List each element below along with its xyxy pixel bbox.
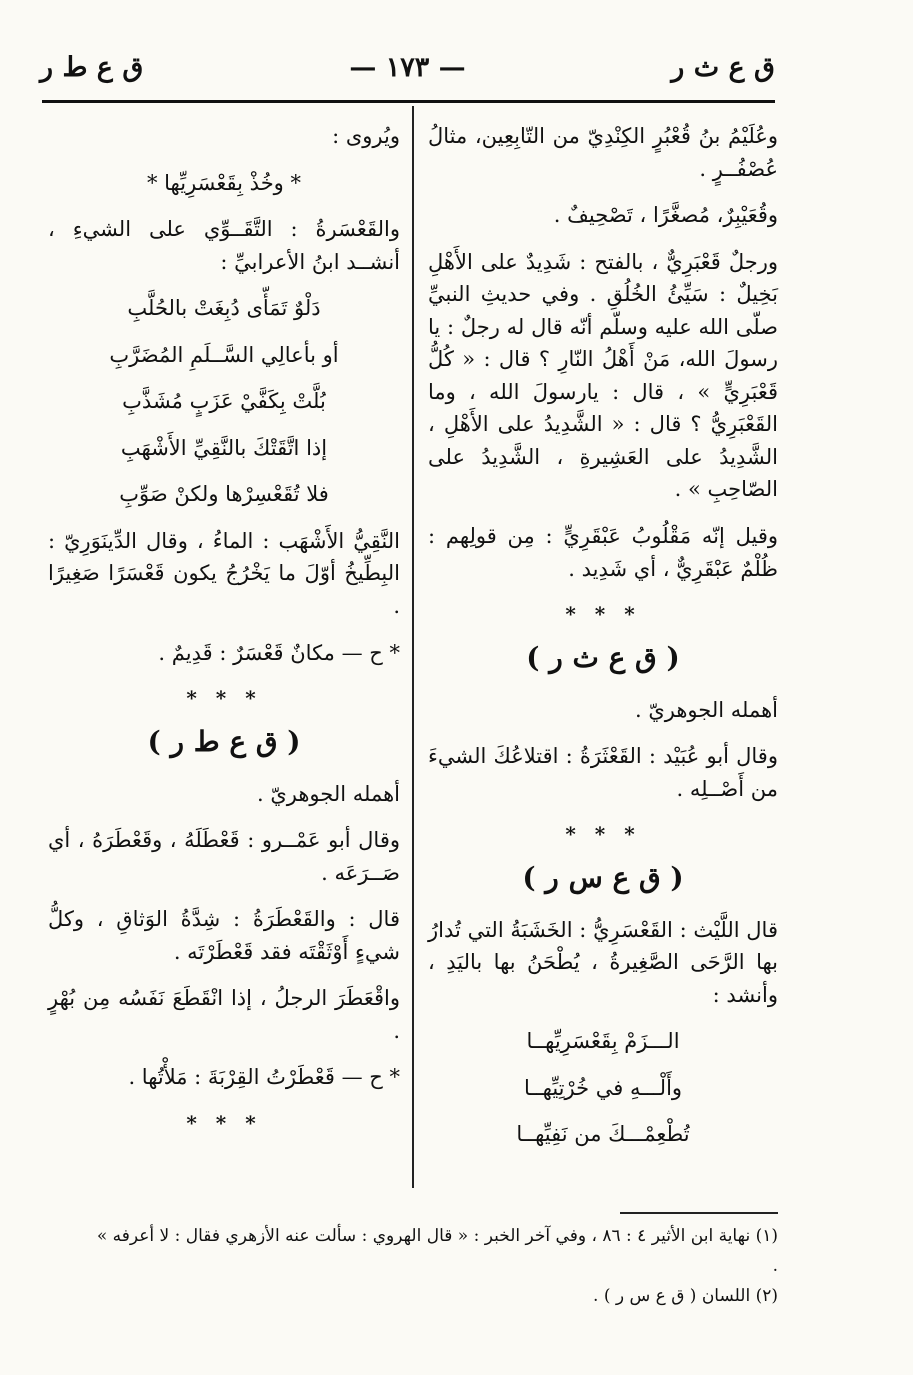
paragraph: وقيل إنّه مَقْلُوبُ عَبْقَرِيٍّ : مِن قولِهم : ظُلْمٌ عَبْقَرِيٌّ ، أي شَدِيد .: [428, 524, 778, 581]
paragraph: النَّقِيُّ الأَشْهَب : الماءُ ، وقال الدِّينَوَرِيّ : البِطِّيخُ أوّلَ ما يَخْرُجُ يكون قَعْسَرًا صَغِيرًا .: [48, 528, 400, 619]
paragraph: * ح — قَعْطَرْتُ القِرْبَةَ : مَلأْتُها .: [128, 1065, 400, 1090]
verse-line: فلا تُقَعْسِرْها ولكنْ صَوِّبِ: [119, 482, 329, 507]
paragraph: قال : والقَعْطَرَةُ : شِدَّةُ الوَثاقِ ، وكلُّ شيءٍ أَوْثَقْتَه فقد قَعْطَرْتَه .: [48, 907, 400, 964]
left-column: [48, 120, 400, 1145]
paragraph: وقال أبو عُبَيْد : القَعْثَرَةُ : اقتلاعُكَ الشيءَ من أَصْــلِه .: [428, 744, 778, 801]
paragraph: قال اللَّيْث : القَعْسَرِيُّ : الخَشَبَةُ التي تُدارُ بها الرَّحَى الصَّغِيرةُ ، يُطْحَنُ بها باليَدِ ، وأنشد :: [428, 917, 778, 1007]
footnotes: [90, 1222, 778, 1311]
footnote: (١) نهاية ابن الأثير ٤ : ٨٦ ، وفي آخر الخبر : « قال الهروي : سألت عنه الأزهري فقال : لا أعرفه » .: [96, 1226, 778, 1276]
verse-line: دَلْوٌ تَمَأّى دُبِغَتْ بالحُلَّبِ: [127, 296, 321, 321]
footnote: (٢) اللسان ( ق ع س ر ) .: [593, 1285, 778, 1306]
paragraph: أهمله الجوهريّ .: [634, 697, 778, 722]
verse-line: تُطْعِمْـــكَ من نَفِيِّهــا: [516, 1122, 690, 1147]
paragraph: * ح — مكانٌ قَعْسَرٌ : قَدِيمٌ .: [158, 640, 400, 665]
paragraph: وقُعَيْبِرٌ، مُصغَّرًا ، تَصْحِيفٌ .: [553, 203, 778, 228]
section-separator: * * *: [186, 686, 262, 711]
paragraph: وقال أبو عَمْــرو : قَعْطَلَهُ ، وقَعْطَرَهُ ، أي صَــرَعَه .: [48, 828, 400, 885]
verse-line: أو بأعالِي السَّــلَمِ المُضَرَّبِ: [109, 342, 339, 367]
verse-line: إذا اتَّقَتْكَ بالنَّقِيِّ الأَشْهَبِ: [120, 435, 328, 460]
page-header: [40, 52, 775, 96]
section-heading-qasr: ( ق ع س ر ): [522, 861, 684, 895]
paragraph: والقَعْسَرةُ : التَّقَــوِّي على الشيءِ ، أنشــد ابنُ الأعرابيِّ :: [48, 217, 400, 274]
right-column: [428, 120, 778, 1165]
verse-line: * وخُذْ بِقَعْسَرِيِّها *: [146, 170, 301, 195]
verse-line: الـــزَمْ بِقَعْسَرِيِّهــا: [526, 1029, 680, 1054]
header-rule: [42, 100, 775, 103]
page-number: — ١٧٣ —: [349, 52, 466, 83]
section-heading-qathr: ( ق ع ث ر ): [526, 641, 680, 675]
section-heading-qatr: ( ق ع ط ر ): [147, 725, 301, 759]
column-divider: [412, 106, 414, 1188]
header-left-entry: ق ع ط ر: [40, 52, 144, 83]
paragraph: أهمله الجوهريّ .: [256, 781, 400, 806]
section-separator: * * *: [565, 602, 641, 627]
paragraph: واقْعَطَرَ الرجلُ ، إذا انْقَطَعَ نَفَسُه مِن بُهْرٍ .: [48, 986, 400, 1043]
paragraph: ويُروى :: [332, 124, 400, 148]
verse-line: وأَلْـــهِ في خُرْتِيِّهــا: [523, 1075, 683, 1100]
footnote-rule: [620, 1212, 778, 1214]
section-separator: * * *: [565, 822, 641, 847]
paragraph: وعُلَيْمُ بنُ قُعْبُرٍ الكِنْدِيّ من التّابِعِين، مثالُ عُصْفُــرٍ .: [428, 124, 778, 181]
header-right-entry: ق ع ث ر: [671, 52, 775, 83]
section-separator: * * *: [186, 1110, 262, 1135]
verse-line: بُلَّتْ بِكَفَّيْ عَزَبٍ مُشَذَّبِ: [122, 389, 326, 414]
paragraph: ورجلٌ قَعْبَرِيٌّ ، بالفتح : شَدِيدٌ على الأَهْلِ بَخِيلٌ : سَيِّئُ الخُلُقِ . وفي حديثِ النبيِّ صلّى الله عليه وسلّم أنّه قال له رجلٌ : يا رسولَ الله، مَنْ أَهْلُ النّارِ ؟ قال : « كُلُّ قَعْبَرِيٍّ » ، قال : يارسولَ الله ، وما القَعْبَرِيُّ ؟ قال : « الشَّدِيدُ على الأَهْلِ ، الشَّدِيدُ على العَشِيرةِ ، الشَّدِيدُ على الصّاحِبِ » .: [428, 249, 778, 502]
